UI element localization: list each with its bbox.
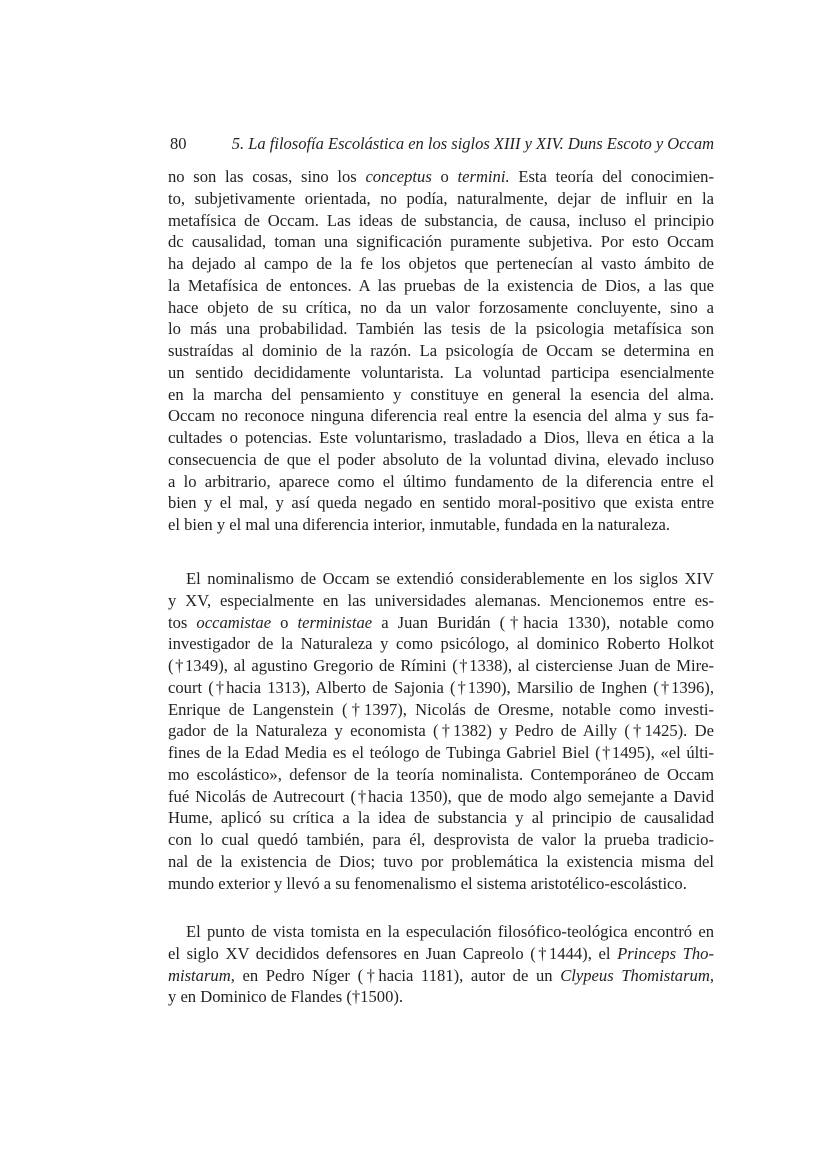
text-line: el siglo XV decididos defensores en Juan Capreolo (†1444), el Princeps Tho- [168, 943, 715, 963]
text-line: no son las cosas, sino los conceptus o termini. Esta teoría del conocimien- [168, 167, 714, 186]
italic-term: occamistae [196, 612, 272, 632]
text-line: en la marcha del pensamiento y constituye en general la esencia del alma. [168, 384, 714, 404]
running-header [168, 134, 714, 156]
text-line: Hume, aplicó su crítica a la idea de substancia y al principio de causalidad [168, 808, 714, 828]
text-line: mo escolástico», defensor de la teoría nominalista. Contemporáneo de Occam [168, 764, 714, 784]
text-line: mundo exterior y llevó a su fenomenalismo el sistema aristotélico-escolástico. [168, 873, 687, 893]
text-line: metafísica de Occam. Las ideas de substancia, de causa, incluso el principio [168, 210, 714, 230]
text-line: y XV, especialmente en las universidades alemanas. Mencionemos entre es- [168, 590, 714, 610]
text-line: (†1349), al agustino Gregorio de Rímini (†1338), al cisterciense Juan de Mire- [168, 656, 714, 675]
text-line: investigador de la Naturaleza y como psicólogo, al dominico Roberto Holkot [168, 634, 714, 654]
text-line: la Metafísica de entonces. A las pruebas de la existencia de Dios, a las que [168, 275, 714, 295]
italic-term: Princeps Tho- [617, 943, 715, 963]
text-line: fué Nicolás de Autrecourt (†hacia 1350), que de modo algo semejante a David [168, 786, 714, 806]
text-line: consecuencia de que el poder absoluto de la voluntad divina, elevado incluso [168, 449, 714, 469]
text-line: con lo cual quedó también, para él, desprovista de valor la prueba tradicio- [168, 830, 714, 849]
text-line: Occam no reconoce ninguna diferencia real entre la esencia del alma y sus fa- [168, 406, 714, 426]
text-line: lo más una probabilidad. También las tesis de la psicologia metafísica son [168, 319, 714, 339]
text-line: sustraídas al dominio de la razón. La psicología de Occam se determina en [168, 341, 714, 360]
text-line: fines de la Edad Media es el teólogo de Tubinga Gabriel Biel (†1495), «el últi- [168, 743, 714, 762]
page-number: 80 [170, 134, 187, 153]
running-title: 5. La filosofía Escolástica en los siglos XIII y XIV. Duns Escoto y Occam [231, 134, 714, 153]
text-line: hace objeto de su crítica, no da un valor forzosamente concluyente, sino a [168, 297, 714, 317]
text-line: bien y el mal, y así queda negado en sentido moral-positivo que exista entre [168, 493, 714, 513]
body-paragraph-1 [168, 166, 714, 536]
text-line: Enrique de Langenstein (†1397), Nicolás de Oresme, notable como investi- [168, 699, 714, 719]
text-line: ha dejado al campo de la fe los objetos que pertenecían al vasto ámbito de [168, 254, 714, 273]
text-line: court (†hacia 1313), Alberto de Sajonia (†1390), Marsilio de Inghen (†1396), [168, 677, 714, 697]
text-line: y en Dominico de Flandes (†1500). [168, 987, 404, 1007]
body-paragraph-2 [168, 568, 714, 894]
text-line: a lo arbitrario, aparece como el último fundamento de la diferencia entre el [168, 471, 714, 491]
body-paragraph-3 [168, 921, 714, 1008]
italic-term: mistarum, [168, 965, 235, 985]
italic-term: Clypeus Thomistarum, [560, 965, 714, 985]
text-line: to, subjetivamente orientada, no podía, naturalmente, dejar de influir en la [168, 188, 714, 208]
text-line: El nominalismo de Occam se extendió considerablemente en los siglos XIV [186, 569, 714, 588]
text-line: nal de la existencia de Dios; tuvo por problemática la existencia misma del [168, 851, 714, 871]
text-line: mistarum, en Pedro Níger (†hacia 1181), autor de un Clypeus Thomistarum, [168, 965, 714, 985]
italic-term: conceptus [365, 167, 432, 186]
italic-term: termini. [457, 167, 510, 186]
italic-term: terministae [297, 612, 373, 632]
text-line: el bien y el mal una diferencia interior, inmutable, fundada en la naturaleza. [168, 515, 670, 534]
text-line: cultades o potencias. Este voluntarismo, trasladado a Dios, lleva en ética a la [168, 428, 714, 447]
text-line: dc causalidad, toman una significación puramente subjetiva. Por esto Occam [168, 232, 714, 252]
text-line: un sentido decididamente voluntarista. La voluntad participa esencialmente [168, 362, 714, 382]
text-line: gador de la Naturaleza y economista (†1382) y Pedro de Ailly (†1425). De [168, 721, 714, 741]
text-line: El punto de vista tomista en la especulación filosófico-teológica encontró en [186, 922, 714, 941]
text-line: tos occamistae o terministae a Juan Buridán (†hacia 1330), notable como [168, 612, 714, 632]
